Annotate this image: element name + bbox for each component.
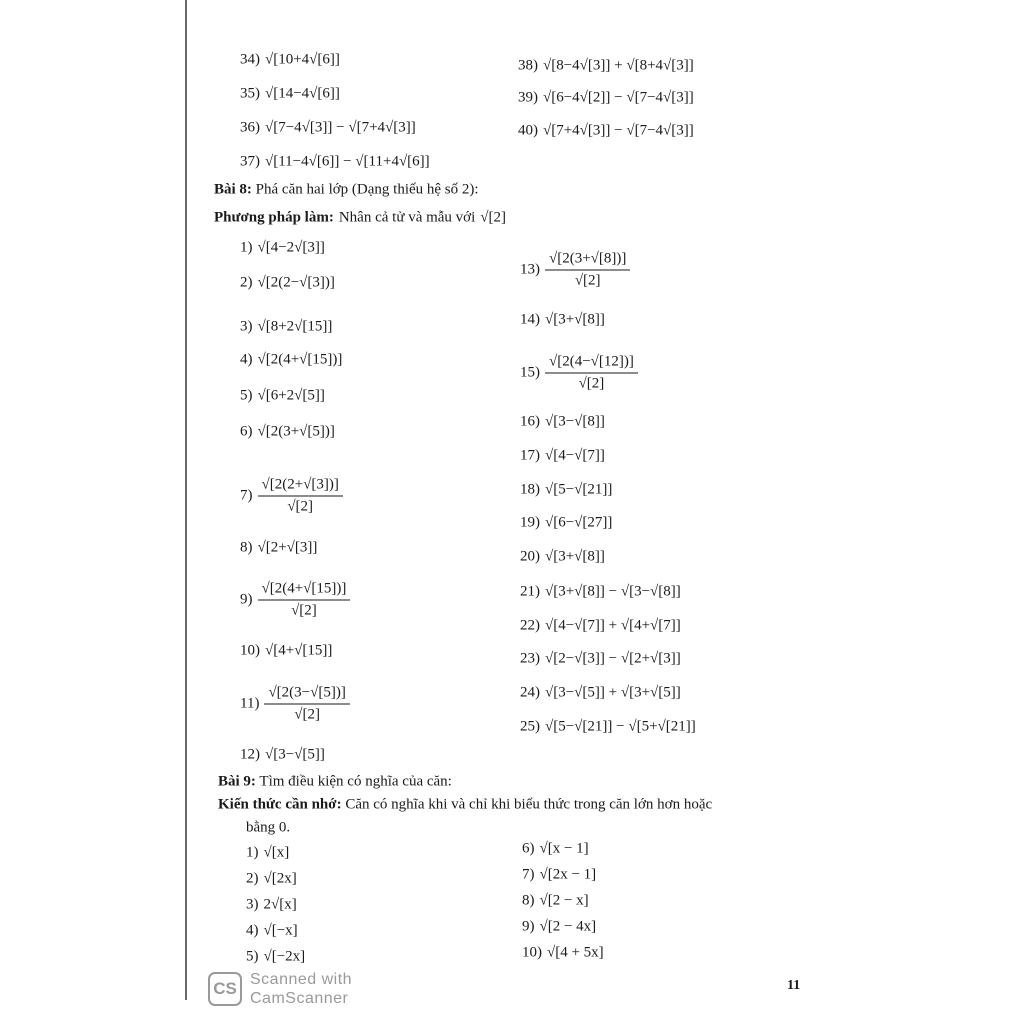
expression: √[−x] [263, 922, 298, 939]
fraction [258, 477, 343, 516]
denominator: √[2] [578, 375, 605, 392]
fraction [258, 581, 351, 620]
bai9-left-exercise-item [246, 949, 305, 966]
bai8-heading [214, 182, 479, 199]
exercise-number: 25) [520, 718, 540, 735]
expression: √[2x − 1] [539, 866, 597, 883]
expression: √[3−√[5]] + √[3+√[5]] [545, 684, 681, 701]
bai8-right-exercise-item [520, 719, 696, 736]
expression: √[8+2√[15]] [257, 318, 333, 335]
bai8-left-exercise-item [240, 424, 335, 441]
exercise-number: 39) [518, 89, 538, 106]
top-right-exercise-item [518, 58, 694, 75]
exercise-number: 1) [246, 844, 259, 861]
fraction [264, 685, 349, 724]
exercise-number: 4) [240, 351, 253, 368]
exercise-number: 22) [520, 617, 540, 634]
expression: √[2x] [263, 870, 297, 887]
bai9-heading [218, 774, 452, 791]
exercise-number: 11) [240, 695, 260, 712]
top-left-exercise-item [240, 154, 430, 171]
bai8-left-exercise-item [240, 540, 317, 557]
expression: √[3+√[8]] [545, 311, 605, 328]
expression: √[7−4√[3]] − √[7+4√[3]] [265, 119, 416, 136]
exercise-number: 5) [246, 948, 259, 965]
expression: √[3−√[5]] [265, 746, 325, 763]
bai9-left-exercise-item [246, 923, 298, 940]
bai9-right-exercise-item [522, 841, 589, 858]
numerator: √[2(4−√[12])] [545, 354, 638, 374]
bai8-right-exercise-item [520, 584, 681, 601]
expression: √[11−4√[6]] − √[11+4√[6]] [265, 153, 430, 170]
numerator: √[2(2+√[3])] [258, 477, 343, 497]
denominator: √[2] [294, 706, 321, 723]
exercise-number: 9) [240, 591, 253, 608]
expression: √[3+√[8]] − √[3−√[8]] [545, 583, 681, 600]
bai8-left-exercise-item [240, 747, 325, 764]
method-title: Phương pháp làm: [214, 209, 334, 226]
bai8-left-exercise-item [240, 581, 350, 620]
bai8-right-exercise-item [520, 448, 605, 465]
numerator: √[2(3−√[5])] [264, 685, 349, 705]
method-expression: √[2] [480, 209, 507, 226]
top-right-exercise-item [518, 90, 694, 107]
exercise-number: 16) [520, 413, 540, 430]
exercise-number: 35) [240, 85, 260, 102]
top-left-exercise-item [240, 52, 340, 69]
expression: √[3−√[8]] [545, 413, 605, 430]
exercise-number: 7) [522, 866, 535, 883]
exercise-number: 5) [240, 387, 253, 404]
page-binding-edge [185, 0, 187, 1000]
expression: √[8−4√[3]] + √[8+4√[3]] [543, 57, 694, 74]
bai8-left-exercise-item [240, 685, 350, 724]
expression: √[4−√[7]] + √[4+√[7]] [545, 617, 681, 634]
bai8-left-exercise-item [240, 240, 325, 257]
exercise-number: 24) [520, 684, 540, 701]
bai9-left-exercise-item [246, 871, 297, 888]
numerator: √[2(3+√[8])] [545, 251, 630, 271]
camscanner-watermark [208, 970, 352, 1008]
page-number: 11 [787, 978, 801, 993]
scanned-with-text: Scanned with [250, 971, 353, 988]
fraction [545, 354, 638, 393]
exercise-number: 9) [522, 918, 535, 935]
camscanner-logo [208, 972, 242, 1006]
bai9-left-exercise-item [246, 897, 297, 914]
expression: √[2−√[3]] − √[2+√[3]] [545, 650, 681, 667]
exercise-number: 6) [240, 423, 253, 440]
bai8-right-exercise-item [520, 312, 605, 329]
bai9-text: Tìm điều kiện có nghĩa của căn: [259, 773, 452, 790]
method-text: Nhân cả tử và mẫu với [338, 209, 476, 226]
top-left-exercise-item [240, 120, 416, 137]
logo-text: CS [213, 979, 237, 998]
bai9-right-exercise-item [522, 919, 596, 936]
exercise-number: 18) [520, 481, 540, 498]
expression: √[14−4√[6]] [265, 85, 340, 102]
bai8-right-exercise-item [520, 651, 681, 668]
expression: √[2 − x] [539, 892, 589, 909]
exercise-number: 20) [520, 548, 540, 565]
exercise-number: 37) [240, 153, 260, 170]
expression: √[4−2√[3]] [257, 239, 325, 256]
denominator: √[2] [291, 602, 317, 619]
expression: √[6−4√[2]] − √[7−4√[3]] [543, 89, 694, 106]
exercise-number: 13) [520, 261, 540, 278]
expression: 2√[x] [263, 896, 297, 913]
denominator: √[2] [574, 272, 601, 289]
exercise-number: 12) [240, 746, 260, 763]
exercise-number: 15) [520, 364, 540, 381]
expression: √[4−√[7]] [545, 447, 605, 464]
exercise-number: 8) [522, 892, 535, 909]
note-continuation: bằng 0. [246, 819, 291, 836]
exercise-number: 17) [520, 447, 540, 464]
bai8-left-exercise-item [240, 643, 332, 660]
note-text: Căn có nghĩa khi và chỉ khi biểu thức trong căn lớn hơn hoặc [345, 796, 713, 813]
bai8-method [214, 210, 506, 227]
exercise-number: 21) [520, 583, 540, 600]
expression: √[x − 1] [539, 840, 589, 857]
bai8-left-exercise-item [240, 388, 325, 405]
bai8-right-exercise-item [520, 251, 630, 290]
bai8-right-exercise-item [520, 618, 681, 635]
expression: √[5−√[21]] [545, 481, 613, 498]
exercise-number: 19) [520, 514, 540, 531]
bai8-right-exercise-item [520, 549, 605, 566]
exercise-number: 3) [246, 896, 259, 913]
expression: √[2(3+√[5])] [257, 423, 335, 440]
exercise-number: 2) [240, 274, 253, 291]
expression: √[2+√[3]] [257, 539, 318, 556]
numerator: √[2(4+√[15])] [258, 581, 351, 601]
expression: √[7+4√[3]] − √[7−4√[3]] [543, 122, 694, 139]
expression: √[6+2√[5]] [257, 387, 325, 404]
bai8-text: Phá căn hai lớp (Dạng thiếu hệ số 2): [255, 181, 479, 198]
bai9-note [218, 797, 712, 814]
bai8-left-exercise-item [240, 319, 332, 336]
bai9-title: Bài 9: [218, 773, 256, 790]
exercise-number: 23) [520, 650, 540, 667]
bai8-right-exercise-item [520, 354, 638, 393]
exercise-number: 1) [240, 239, 253, 256]
exercise-number: 36) [240, 119, 260, 136]
expression: √[5−√[21]] − √[5+√[21]] [545, 718, 696, 735]
bai8-left-exercise-item [240, 352, 342, 369]
expression: √[4 + 5x] [547, 944, 604, 961]
exercise-number: 4) [246, 922, 259, 939]
exercise-number: 6) [522, 840, 535, 857]
expression: √[x] [263, 844, 290, 861]
bai9-right-exercise-item [522, 945, 604, 962]
expression: √[2(4+√[15])] [257, 351, 343, 368]
expression: √[−2x] [263, 948, 306, 965]
exercise-number: 40) [518, 122, 538, 139]
camscanner-text: CamScanner [250, 990, 349, 1007]
top-left-exercise-item [240, 86, 340, 103]
exercise-number: 8) [240, 539, 253, 556]
fraction [545, 251, 630, 290]
exercise-number: 7) [240, 487, 253, 504]
exercise-number: 14) [520, 311, 540, 328]
bai9-right-exercise-item [522, 867, 596, 884]
exercise-number: 2) [246, 870, 259, 887]
expression: √[2 − 4x] [539, 918, 597, 935]
bai8-right-exercise-item [520, 482, 612, 499]
bai8-left-exercise-item [240, 275, 335, 292]
bai8-right-exercise-item [520, 414, 605, 431]
bai8-right-exercise-item [520, 515, 612, 532]
bai8-left-exercise-item [240, 477, 343, 516]
note-title: Kiến thức cần nhớ: [218, 796, 342, 813]
denominator: √[2] [287, 498, 314, 515]
exercise-number: 38) [518, 57, 538, 74]
exercise-number: 34) [240, 51, 260, 68]
expression: √[6−√[27]] [545, 514, 613, 531]
expression: √[2(2−√[3])] [257, 274, 335, 291]
exercise-number: 10) [522, 944, 542, 961]
bai9-right-exercise-item [522, 893, 589, 910]
bai9-left-exercise-item [246, 845, 289, 862]
expression: √[3+√[8]] [545, 548, 605, 565]
bai8-right-exercise-item [520, 685, 681, 702]
expression: √[10+4√[6]] [265, 51, 340, 68]
exercise-number: 3) [240, 318, 253, 335]
bai8-title: Bài 8: [214, 181, 252, 198]
expression: √[4+√[15]] [265, 642, 333, 659]
exercise-number: 10) [240, 642, 260, 659]
top-right-exercise-item [518, 123, 694, 140]
